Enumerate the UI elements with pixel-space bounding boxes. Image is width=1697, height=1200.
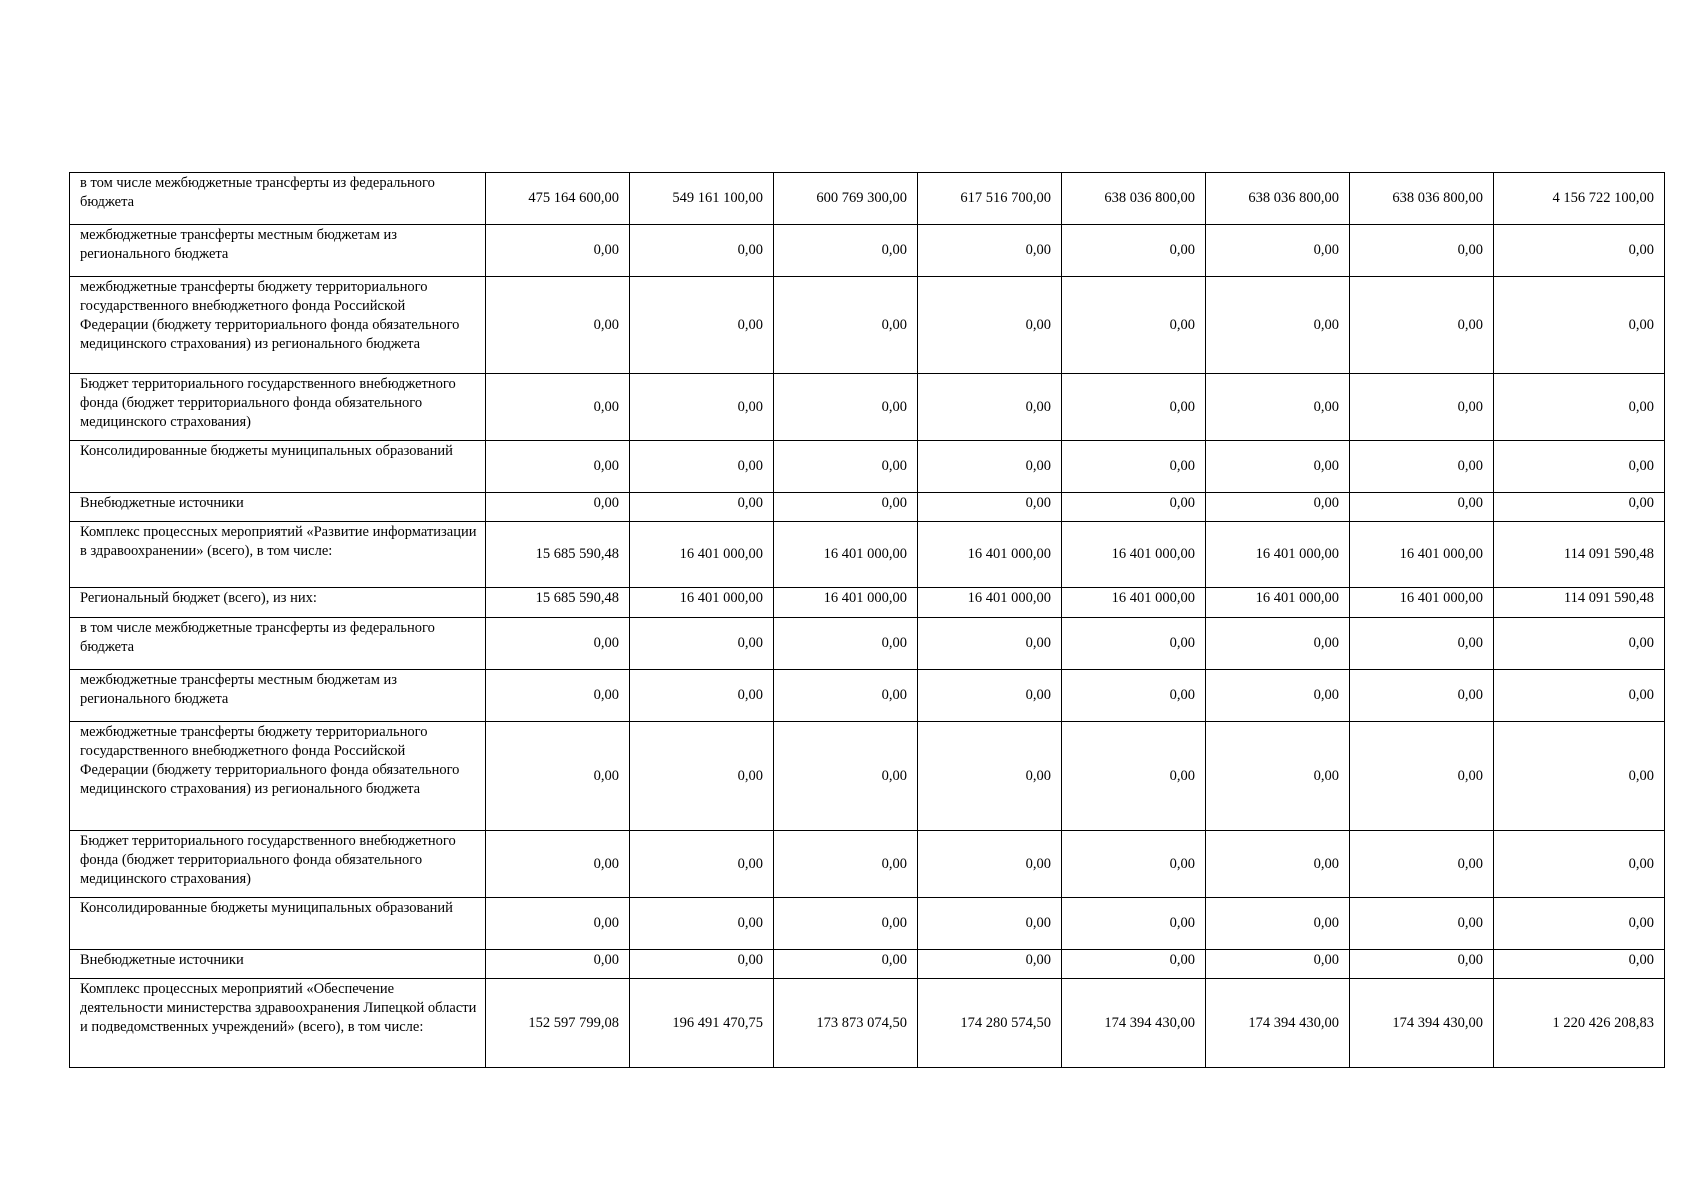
table-row [70,831,1665,898]
row-label: Консолидированные бюджеты муниципальных образований [70,898,486,950]
row-label: Внебюджетные источники [70,493,486,522]
row-label: межбюджетные трансферты бюджету территориального государственного внебюджетного фонда Российской Федерации (бюджету территориального фонда обязательного медицинского страхования) из регионального бюджета [70,277,486,374]
year-value-cell: 0,00 [918,374,1062,441]
year-value-cell: 0,00 [1206,618,1350,670]
row-label: Внебюджетные источники [70,950,486,979]
year-value-cell: 0,00 [630,898,774,950]
year-value-cell: 0,00 [486,277,630,374]
year-value-cell: 0,00 [774,950,918,979]
row-total-cell: 0,00 [1494,950,1665,979]
year-value-cell: 0,00 [1206,493,1350,522]
table-row [70,522,1665,588]
year-value-cell: 16 401 000,00 [1206,588,1350,618]
year-value-cell: 0,00 [630,374,774,441]
year-value-cell: 638 036 800,00 [1206,173,1350,225]
row-total-cell: 0,00 [1494,225,1665,277]
year-value-cell: 152 597 799,08 [486,979,630,1068]
table-row [70,618,1665,670]
year-value-cell: 0,00 [1062,277,1206,374]
year-value-cell: 0,00 [774,898,918,950]
row-total-cell: 0,00 [1494,277,1665,374]
row-total-cell: 0,00 [1494,722,1665,831]
year-value-cell: 0,00 [486,722,630,831]
row-total-cell: 0,00 [1494,441,1665,493]
year-value-cell: 0,00 [1350,618,1494,670]
table-row [70,722,1665,831]
year-value-cell: 0,00 [918,950,1062,979]
year-value-cell: 0,00 [630,277,774,374]
year-value-cell: 0,00 [1062,898,1206,950]
row-label: Комплекс процессных мероприятий «Обеспечение деятельности министерства здравоохранения Липецкой области и подведомственных учреждений» (всего), в том числе: [70,979,486,1068]
year-value-cell: 16 401 000,00 [1350,522,1494,588]
row-total-cell: 0,00 [1494,831,1665,898]
year-value-cell: 0,00 [1062,950,1206,979]
row-total-cell: 114 091 590,48 [1494,588,1665,618]
year-value-cell: 0,00 [1062,374,1206,441]
year-value-cell: 0,00 [486,374,630,441]
year-value-cell: 0,00 [1350,277,1494,374]
table-row [70,588,1665,618]
table-row [70,898,1665,950]
row-total-cell: 0,00 [1494,898,1665,950]
year-value-cell: 0,00 [1206,374,1350,441]
year-value-cell: 0,00 [1350,722,1494,831]
year-value-cell: 0,00 [1062,493,1206,522]
row-label: межбюджетные трансферты бюджету территориального государственного внебюджетного фонда Российской Федерации (бюджету территориального фонда обязательного медицинского страхования) из регионального бюджета [70,722,486,831]
row-label: Консолидированные бюджеты муниципальных образований [70,441,486,493]
table-row [70,979,1665,1068]
year-value-cell: 0,00 [1206,225,1350,277]
year-value-cell: 0,00 [918,493,1062,522]
row-total-cell: 1 220 426 208,83 [1494,979,1665,1068]
year-value-cell: 475 164 600,00 [486,173,630,225]
year-value-cell: 0,00 [630,722,774,831]
year-value-cell: 0,00 [774,374,918,441]
year-value-cell: 0,00 [630,831,774,898]
year-value-cell: 638 036 800,00 [1350,173,1494,225]
year-value-cell: 0,00 [1062,225,1206,277]
year-value-cell: 0,00 [1350,831,1494,898]
year-value-cell: 0,00 [1350,374,1494,441]
year-value-cell: 0,00 [774,277,918,374]
table-row [70,374,1665,441]
year-value-cell: 0,00 [1062,831,1206,898]
row-total-cell: 0,00 [1494,374,1665,441]
year-value-cell: 0,00 [1350,441,1494,493]
table-row [70,670,1665,722]
year-value-cell: 0,00 [918,898,1062,950]
year-value-cell: 0,00 [486,618,630,670]
row-total-cell: 4 156 722 100,00 [1494,173,1665,225]
year-value-cell: 0,00 [774,831,918,898]
year-value-cell: 0,00 [1206,441,1350,493]
table-body [70,173,1665,1068]
table-row [70,277,1665,374]
year-value-cell: 0,00 [1350,898,1494,950]
year-value-cell: 0,00 [918,441,1062,493]
year-value-cell: 196 491 470,75 [630,979,774,1068]
row-label: Комплекс процессных мероприятий «Развитие информатизации в здравоохранении» (всего), в том числе: [70,522,486,588]
year-value-cell: 617 516 700,00 [918,173,1062,225]
table-row [70,493,1665,522]
year-value-cell: 0,00 [774,670,918,722]
year-value-cell: 0,00 [1350,950,1494,979]
year-value-cell: 0,00 [1350,493,1494,522]
row-total-cell: 114 091 590,48 [1494,522,1665,588]
year-value-cell: 0,00 [630,670,774,722]
year-value-cell: 0,00 [1206,950,1350,979]
year-value-cell: 0,00 [1206,831,1350,898]
year-value-cell: 0,00 [486,225,630,277]
year-value-cell: 0,00 [1062,441,1206,493]
year-value-cell: 0,00 [774,225,918,277]
year-value-cell: 16 401 000,00 [1062,588,1206,618]
row-total-cell: 0,00 [1494,618,1665,670]
year-value-cell: 0,00 [486,670,630,722]
year-value-cell: 174 280 574,50 [918,979,1062,1068]
year-value-cell: 0,00 [486,493,630,522]
year-value-cell: 0,00 [486,831,630,898]
row-total-cell: 0,00 [1494,493,1665,522]
year-value-cell: 0,00 [774,441,918,493]
year-value-cell: 0,00 [630,950,774,979]
year-value-cell: 0,00 [918,831,1062,898]
row-label: Региональный бюджет (всего), из них: [70,588,486,618]
year-value-cell: 0,00 [1206,722,1350,831]
year-value-cell: 0,00 [918,225,1062,277]
row-total-cell: 0,00 [1494,670,1665,722]
year-value-cell: 0,00 [774,618,918,670]
table-row [70,441,1665,493]
year-value-cell: 0,00 [774,722,918,831]
year-value-cell: 16 401 000,00 [918,522,1062,588]
year-value-cell: 0,00 [1350,225,1494,277]
year-value-cell: 16 401 000,00 [1350,588,1494,618]
year-value-cell: 0,00 [630,493,774,522]
year-value-cell: 15 685 590,48 [486,588,630,618]
year-value-cell: 0,00 [1206,670,1350,722]
year-value-cell: 174 394 430,00 [1062,979,1206,1068]
row-label: Бюджет территориального государственного внебюджетного фонда (бюджет территориального фонда обязательного медицинского страхования) [70,374,486,441]
year-value-cell: 16 401 000,00 [774,522,918,588]
year-value-cell: 0,00 [1206,277,1350,374]
year-value-cell: 638 036 800,00 [1062,173,1206,225]
year-value-cell: 0,00 [1062,618,1206,670]
row-label: межбюджетные трансферты местным бюджетам из регионального бюджета [70,225,486,277]
year-value-cell: 0,00 [486,898,630,950]
year-value-cell: 600 769 300,00 [774,173,918,225]
year-value-cell: 0,00 [1062,722,1206,831]
year-value-cell: 549 161 100,00 [630,173,774,225]
year-value-cell: 16 401 000,00 [918,588,1062,618]
budget-table [69,172,1665,1068]
year-value-cell: 0,00 [918,670,1062,722]
table-row [70,225,1665,277]
year-value-cell: 0,00 [1350,670,1494,722]
year-value-cell: 0,00 [630,225,774,277]
year-value-cell: 0,00 [630,441,774,493]
year-value-cell: 16 401 000,00 [1206,522,1350,588]
year-value-cell: 0,00 [774,493,918,522]
table-row [70,173,1665,225]
year-value-cell: 16 401 000,00 [630,588,774,618]
year-value-cell: 174 394 430,00 [1350,979,1494,1068]
year-value-cell: 0,00 [630,618,774,670]
row-label: в том числе межбюджетные трансферты из федерального бюджета [70,173,486,225]
year-value-cell: 15 685 590,48 [486,522,630,588]
row-label: в том числе межбюджетные трансферты из федерального бюджета [70,618,486,670]
row-label: межбюджетные трансферты местным бюджетам из регионального бюджета [70,670,486,722]
year-value-cell: 0,00 [486,950,630,979]
year-value-cell: 16 401 000,00 [1062,522,1206,588]
year-value-cell: 0,00 [918,277,1062,374]
year-value-cell: 174 394 430,00 [1206,979,1350,1068]
row-label: Бюджет территориального государственного внебюджетного фонда (бюджет территориального фонда обязательного медицинского страхования) [70,831,486,898]
year-value-cell: 16 401 000,00 [630,522,774,588]
year-value-cell: 173 873 074,50 [774,979,918,1068]
year-value-cell: 0,00 [1062,670,1206,722]
year-value-cell: 0,00 [1206,898,1350,950]
year-value-cell: 16 401 000,00 [774,588,918,618]
year-value-cell: 0,00 [486,441,630,493]
year-value-cell: 0,00 [918,722,1062,831]
year-value-cell: 0,00 [918,618,1062,670]
table-row [70,950,1665,979]
